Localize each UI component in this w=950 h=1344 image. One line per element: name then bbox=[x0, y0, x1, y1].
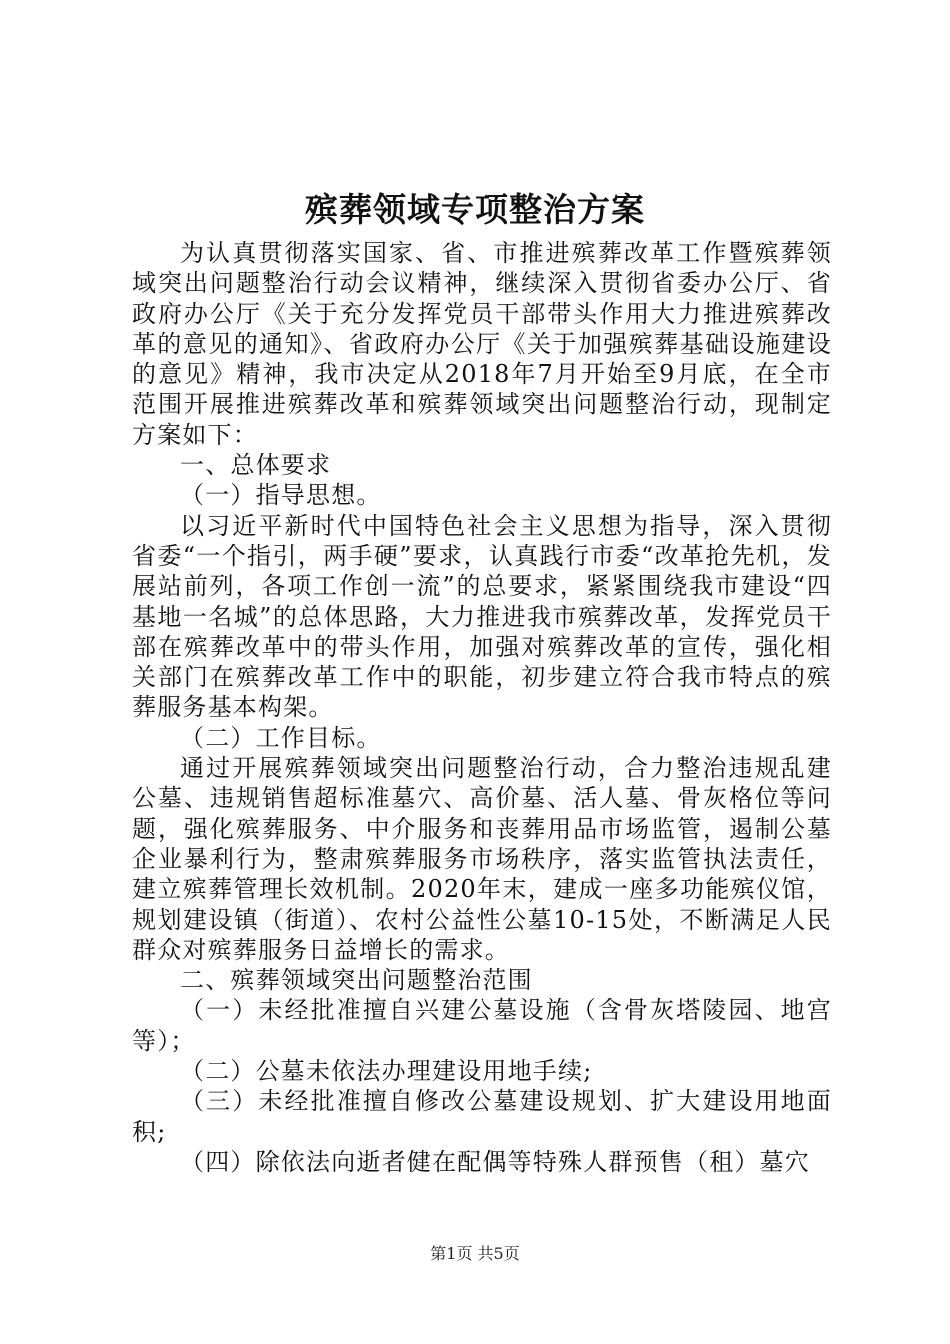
subheading-guiding-ideology: （一）指导思想。 bbox=[180, 481, 382, 510]
work-goals-paragraph: 通过开展殡葬领域突出问题整治行动，合力整治违规乱建公墓、违规销售超标准墓穴、高价墓、活人墓、骨灰格位等问题，强化殡葬服务、中介服务和丧葬用品市场监管，遏制公墓企业暴利行为，整肃殡葬服务市场秩序，落实监管执法责任，建立殡葬管理长效机制。2020年末，建成一座多功能殡仪馆，规划建设镇（街道）、农村公益性公墓10-15处，不断满足人民群众对殡葬服务日益增长的需求。 bbox=[132, 754, 832, 964]
section-heading-general-requirements: 一、总体要求 bbox=[180, 451, 332, 480]
scope-item-3: （三）未经批准擅自修改公墓建设规划、扩大建设用地面积; bbox=[132, 1087, 832, 1146]
document-title: 殡葬领域专项整治方案 bbox=[305, 190, 645, 229]
document-body bbox=[132, 238, 832, 1177]
scope-item-2: （二）公墓未依法办理建设用地手续; bbox=[180, 1057, 593, 1086]
section-heading-rectification-scope: 二、殡葬领域突出问题整治范围 bbox=[180, 966, 533, 995]
subheading-work-goals: （二）工作目标。 bbox=[180, 723, 382, 752]
guiding-ideology-paragraph: 以习近平新时代中国特色社会主义思想为指导，深入贯彻省委“一个指引，两手硬”要求，认真践行市委“改革抢先机，发展站前列，各项工作创一流”的总要求，紧紧围绕我市建设“四基地一名城”的总体思路，大力推进我市殡葬改革，发挥党员干部在殡葬改革中的带头作用，加强对殡葬改革的宣传，强化相关部门在殡葬改革工作中的职能，初步建立符合我市特点的殡葬服务基本构架。 bbox=[132, 511, 832, 722]
scope-item-1: （一）未经批准擅自兴建公墓设施（含骨灰塔陵园、地宫等）； bbox=[132, 996, 832, 1055]
intro-paragraph: 为认真贯彻落实国家、省、市推进殡葬改革工作暨殡葬领域突出问题整治行动会议精神，继续深入贯彻省委办公厅、省政府办公厅《关于充分发挥党员干部带头作用大力推进殡葬改革的意见的通知》、省政府办公厅《关于加强殡葬基础设施建设的意见》精神，我市决定从2018年7月开始至9月底，在全市范围开展推进殡葬改革和殡葬领域突出问题整治行动，现制定方案如下： bbox=[132, 239, 832, 449]
page-footer: 第1页 共5页 bbox=[430, 1244, 520, 1263]
scope-item-4: （四）除依法向逝者健在配偶等特殊人群预售（租）墓穴 bbox=[180, 1147, 810, 1176]
